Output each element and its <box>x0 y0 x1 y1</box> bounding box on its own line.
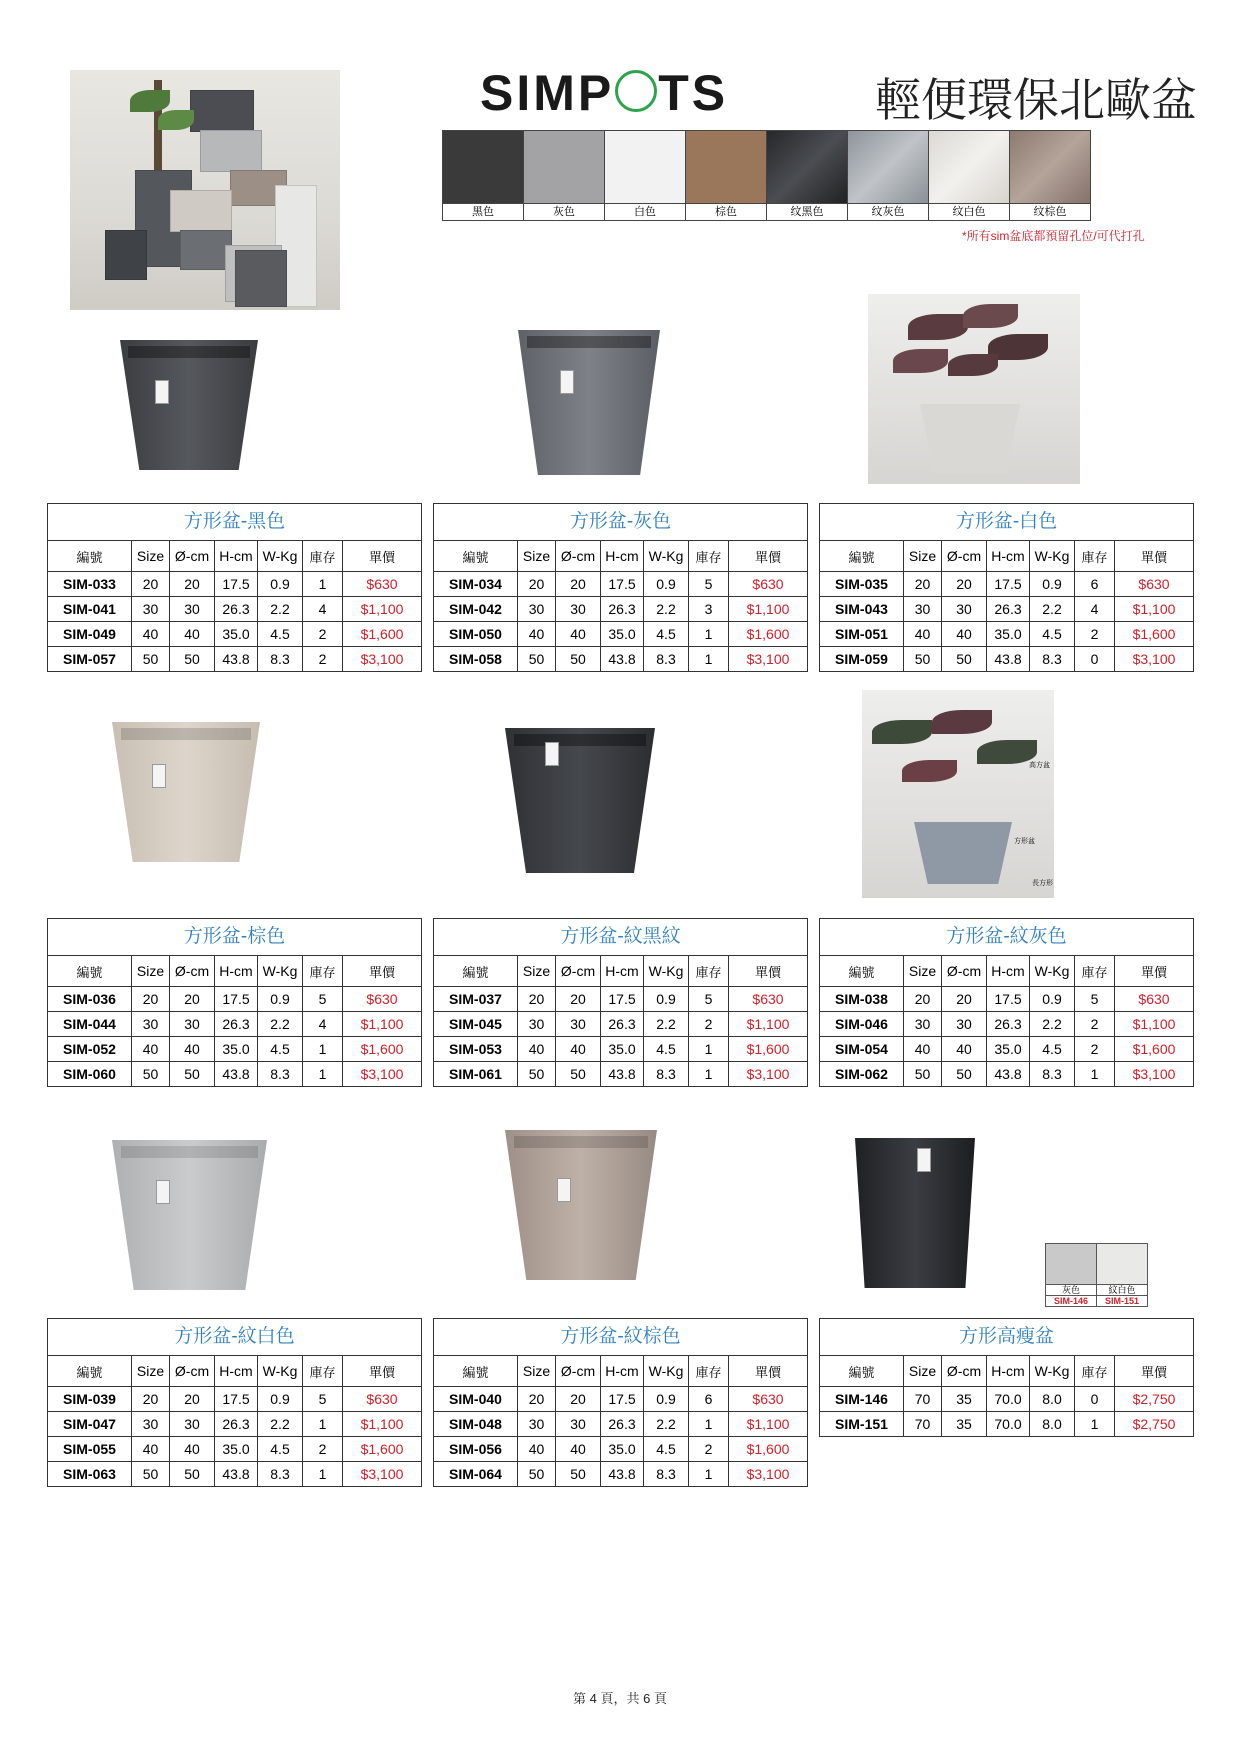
table-row: SIM-053 40 40 35.0 4.5 1 $1,600 <box>434 1037 808 1062</box>
table-row: SIM-046 30 30 26.3 2.2 2 $1,100 <box>820 1012 1194 1037</box>
table-header-row: 編號 Size Ø-cm H-cm W-Kg 庫存 單價 <box>820 956 1194 987</box>
swatch-textured-grey: 纹灰色 <box>848 131 929 220</box>
price-table-textured-black <box>433 918 808 1087</box>
table-row: SIM-043 30 30 26.3 2.2 4 $1,100 <box>820 597 1194 622</box>
table-row: SIM-039 20 20 17.5 0.9 5 $630 <box>48 1387 422 1412</box>
swatch-grey: 灰色 SIM-146 <box>1046 1244 1096 1306</box>
table-title: 方形高瘦盆 <box>819 1318 1194 1355</box>
pot-image-grey <box>518 330 660 475</box>
swatch-textured-white: 紋白色 SIM-151 <box>1096 1244 1147 1306</box>
table-row: SIM-047 30 30 26.3 2.2 1 $1,100 <box>48 1412 422 1437</box>
table-row: SIM-059 50 50 43.8 8.3 0 $3,100 <box>820 647 1194 672</box>
swatch-color <box>524 131 604 203</box>
table-row: SIM-037 20 20 17.5 0.9 5 $630 <box>434 987 808 1012</box>
swatch-color <box>767 131 847 203</box>
table-row: SIM-050 40 40 35.0 4.5 1 $1,600 <box>434 622 808 647</box>
price-table-textured-grey <box>819 918 1194 1087</box>
table-title: 方形盆-黑色 <box>47 503 422 540</box>
table-row: SIM-064 50 50 43.8 8.3 1 $3,100 <box>434 1462 808 1487</box>
pot-image-textured-brown <box>505 1130 657 1280</box>
swatch-color <box>686 131 766 203</box>
table-row: SIM-036 20 20 17.5 0.9 5 $630 <box>48 987 422 1012</box>
table-header-row: 編號 Size Ø-cm H-cm W-Kg 庫存 單價 <box>434 956 808 987</box>
table-header-row: 編號 Size Ø-cm H-cm W-Kg 庫存 單價 <box>820 541 1194 572</box>
table-title: 方形盆-灰色 <box>433 503 808 540</box>
swatch-color <box>1046 1244 1096 1284</box>
table-title: 方形盆-紋白色 <box>47 1318 422 1355</box>
hero-photo <box>70 70 340 310</box>
pot-image-textured-white <box>112 1140 267 1290</box>
table-row: SIM-054 40 40 35.0 4.5 2 $1,600 <box>820 1037 1194 1062</box>
table-row: SIM-040 20 20 17.5 0.9 6 $630 <box>434 1387 808 1412</box>
logo-o-ring <box>615 70 657 112</box>
table-row: SIM-056 40 40 35.0 4.5 2 $1,600 <box>434 1437 808 1462</box>
swatch-color <box>929 131 1009 203</box>
price-table-white <box>819 503 1194 672</box>
table-header-row: 編號 Size Ø-cm H-cm W-Kg 庫存 單價 <box>434 1356 808 1387</box>
swatch-grey: 灰色 <box>524 131 605 220</box>
table-row: SIM-060 50 50 43.8 8.3 1 $3,100 <box>48 1062 422 1087</box>
table-title: 方形盆-棕色 <box>47 918 422 955</box>
table-title: 方形盆-紋棕色 <box>433 1318 808 1355</box>
table-row: SIM-052 40 40 35.0 4.5 1 $1,600 <box>48 1037 422 1062</box>
price-table-textured-brown <box>433 1318 808 1487</box>
swatch-black: 黑色 <box>443 131 524 220</box>
table-row: SIM-042 30 30 26.3 2.2 3 $1,100 <box>434 597 808 622</box>
table-title: 方形盆-白色 <box>819 503 1194 540</box>
price-table-brown <box>47 918 422 1087</box>
table-title: 方形盆-紋灰色 <box>819 918 1194 955</box>
swatch-color <box>1010 131 1090 203</box>
color-swatches <box>442 130 1091 221</box>
table-row: SIM-057 50 50 43.8 8.3 2 $3,100 <box>48 647 422 672</box>
price-table-grey <box>433 503 808 672</box>
pot-photo-white-plant <box>868 294 1080 484</box>
table-row: SIM-034 20 20 17.5 0.9 5 $630 <box>434 572 808 597</box>
table-header-row: 編號 Size Ø-cm H-cm W-Kg 庫存 單價 <box>820 1356 1194 1387</box>
swatch-color <box>848 131 928 203</box>
swatch-color <box>443 131 523 203</box>
table-header-row: 編號 Size Ø-cm H-cm W-Kg 庫存 單價 <box>48 956 422 987</box>
table-header-row: 編號 Size Ø-cm H-cm W-Kg 庫存 單價 <box>434 541 808 572</box>
brand-logo: SIMP TS <box>480 65 729 121</box>
swatch-textured-white: 纹白色 <box>929 131 1010 220</box>
price-table-tall-slim <box>819 1318 1194 1437</box>
pot-photo-textured-grey-plant <box>862 690 1054 898</box>
table-row: SIM-146 70 35 70.0 8.0 0 $2,750 <box>820 1387 1194 1412</box>
page-number: 第 4 頁，共 6 頁 <box>573 1691 667 1706</box>
table-row: SIM-055 40 40 35.0 4.5 2 $1,600 <box>48 1437 422 1462</box>
table-row: SIM-048 30 30 26.3 2.2 1 $1,100 <box>434 1412 808 1437</box>
swatch-color <box>605 131 685 203</box>
pot-image-black <box>120 340 258 470</box>
table-row: SIM-049 40 40 35.0 4.5 2 $1,600 <box>48 622 422 647</box>
pot-image-textured-black <box>505 728 655 873</box>
swatch-color <box>1097 1244 1147 1284</box>
photo-label: 方形盆 <box>1014 838 1035 845</box>
pot-image-tall-slim <box>855 1138 975 1288</box>
page-title: 輕便環保北歐盆 <box>875 73 1197 127</box>
table-header-row: 編號 Size Ø-cm H-cm W-Kg 庫存 單價 <box>48 541 422 572</box>
swatch-brown: 棕色 <box>686 131 767 220</box>
table-row: SIM-033 20 20 17.5 0.9 1 $630 <box>48 572 422 597</box>
price-table-black <box>47 503 422 672</box>
table-row: SIM-041 30 30 26.3 2.2 4 $1,100 <box>48 597 422 622</box>
swatch-textured-black: 纹黑色 <box>767 131 848 220</box>
table-header-row: 編號 Size Ø-cm H-cm W-Kg 庫存 單價 <box>48 1356 422 1387</box>
table-row: SIM-035 20 20 17.5 0.9 6 $630 <box>820 572 1194 597</box>
table-row: SIM-038 20 20 17.5 0.9 5 $630 <box>820 987 1194 1012</box>
drainage-note: *所有sim盆底都預留孔位/可代打孔 <box>962 229 1145 243</box>
table-title: 方形盆-紋黑紋 <box>433 918 808 955</box>
table-row: SIM-062 50 50 43.8 8.3 1 $3,100 <box>820 1062 1194 1087</box>
pot-image-brown <box>112 722 260 862</box>
photo-label: 高方盆 <box>1029 762 1050 769</box>
table-row: SIM-151 70 35 70.0 8.0 1 $2,750 <box>820 1412 1194 1437</box>
table-row: SIM-044 30 30 26.3 2.2 4 $1,100 <box>48 1012 422 1037</box>
tall-pot-swatches <box>1045 1243 1148 1307</box>
table-row: SIM-051 40 40 35.0 4.5 2 $1,600 <box>820 622 1194 647</box>
table-row: SIM-045 30 30 26.3 2.2 2 $1,100 <box>434 1012 808 1037</box>
swatch-textured-brown: 纹棕色 <box>1010 131 1090 220</box>
photo-label: 長方形 <box>1032 880 1053 887</box>
price-table-textured-white <box>47 1318 422 1487</box>
swatch-white: 白色 <box>605 131 686 220</box>
table-row: SIM-061 50 50 43.8 8.3 1 $3,100 <box>434 1062 808 1087</box>
table-row: SIM-058 50 50 43.8 8.3 1 $3,100 <box>434 647 808 672</box>
table-row: SIM-063 50 50 43.8 8.3 1 $3,100 <box>48 1462 422 1487</box>
